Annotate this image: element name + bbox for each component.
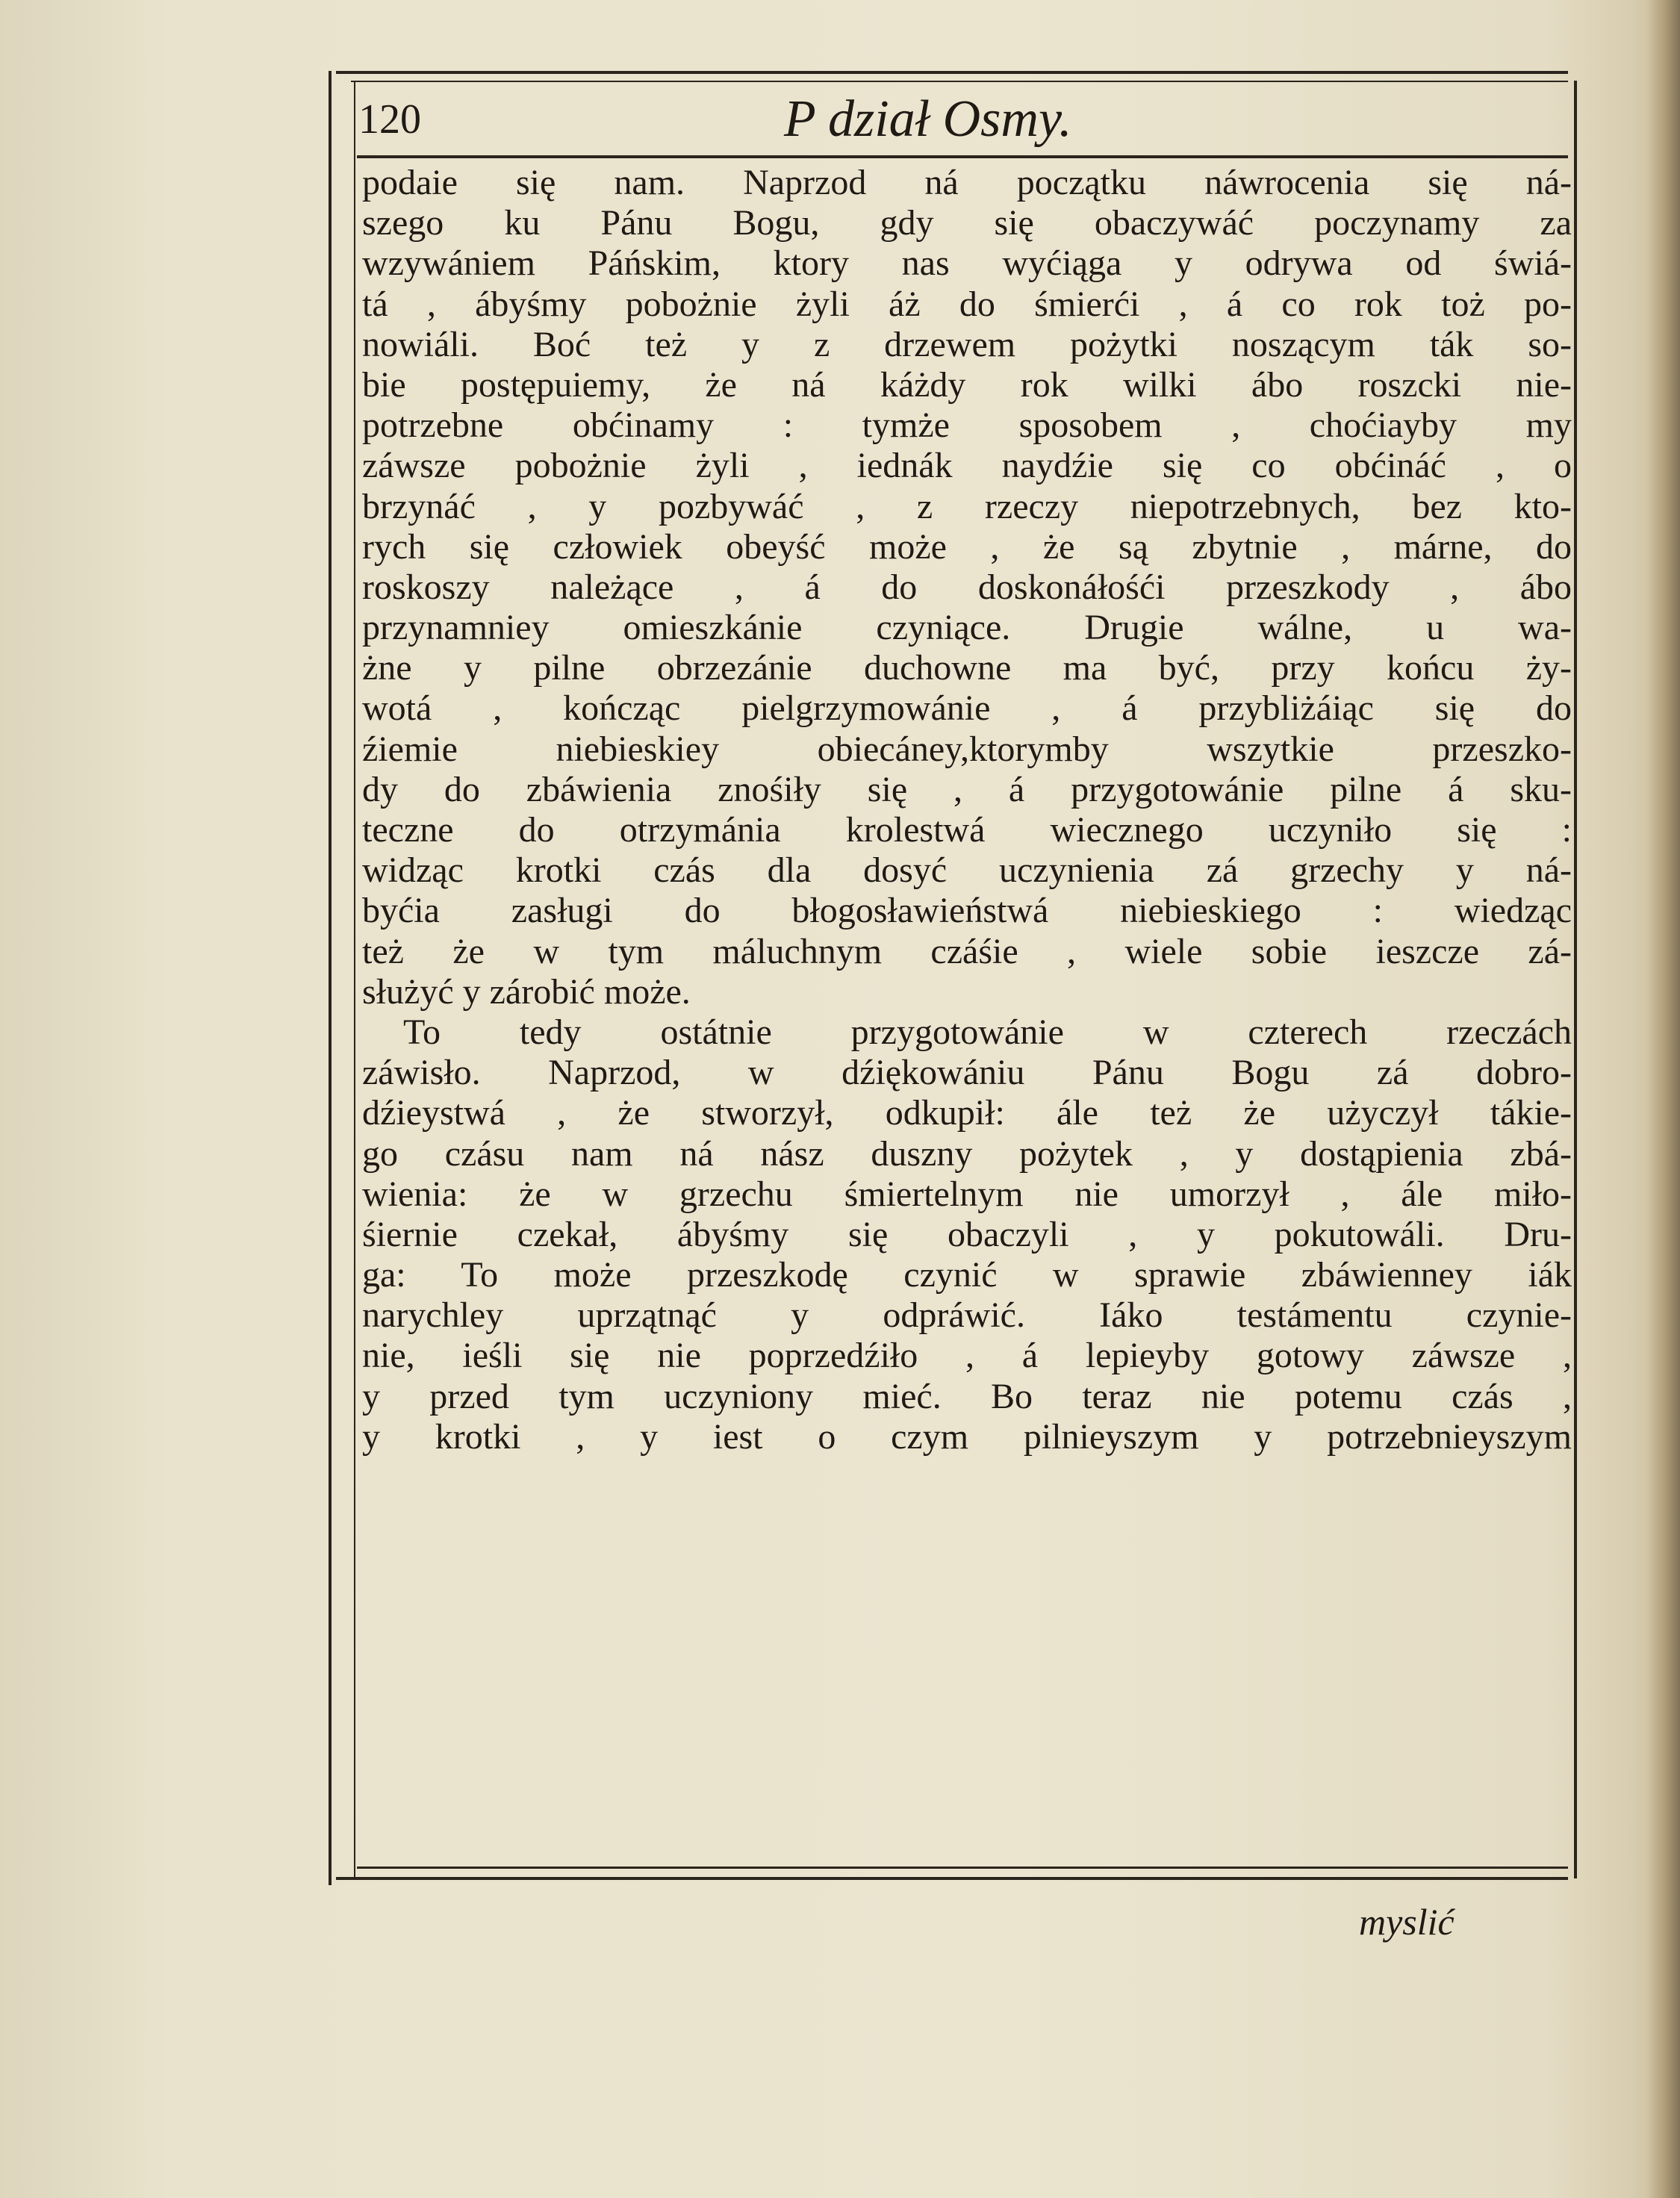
text-line: go czásu nam ná nász duszny pożytek , y dostąpienia zbá- [362, 1133, 1572, 1174]
text-line: szego ku Pánu Bogu, gdy się obaczywáć poczynamy za [362, 203, 1572, 243]
text-line: narychley uprzątnąć y odpráwić. Iáko testámentu czynie- [362, 1295, 1572, 1336]
text-line: też że w tym máluchnym czáśie , wiele sobie ieszcze zá- [362, 931, 1572, 971]
text-line: dy do zbáwienia znośiły się , á przygotowánie pilne á sku- [362, 769, 1572, 809]
left-rule-outer [329, 71, 332, 1885]
text-line: widząc krotki czás dla dosyć uczynienia zá grzechy y ná- [362, 850, 1572, 891]
header-rule [357, 155, 1568, 158]
text-line: podaie się nam. Naprzod ná początku náwrocenia się ná- [362, 163, 1572, 202]
body-text [362, 163, 1572, 1867]
text-line: teczne do otrzymánia krolestwá wiecznego uczyniło się : [362, 810, 1572, 850]
text-line: nie, ieśli się nie poprzedźiło , á lepieyby gotowy záwsze , [362, 1336, 1572, 1376]
text-line: źiemie niebieskiey obiecáney,ktorymby wszytkie przeszko- [362, 729, 1572, 769]
text-line: rych się człowiek obeyść może , że są zbytnie , márne, do [362, 526, 1572, 567]
bottom-rule-outer [336, 1877, 1568, 1880]
page-edge-shadow [1646, 0, 1680, 2198]
right-rule [1574, 81, 1577, 1878]
text-line: To tedy ostátnie przygotowánie w czterech rzeczách [403, 1012, 1572, 1052]
bottom-rule-inner [357, 1867, 1568, 1869]
catchword: myslić [1359, 1901, 1455, 1943]
running-title: P dział Osmy. [784, 90, 1072, 148]
text-line: służyć y zárobić może. [362, 971, 691, 1012]
text-line: dźieystwá , że stworzył, odkupił: ále też że użyczył tákie- [362, 1093, 1572, 1133]
text-line: y przed tym uczyniony mieć. Bo teraz nie potemu czás , [362, 1376, 1572, 1416]
text-line: tá , ábyśmy pobożnie żyli áż do śmierći , á co rok toż po- [362, 284, 1572, 324]
text-line: potrzebne obćinamy : tymże sposobem , choćiayby my [362, 405, 1572, 446]
text-line: záwsze pobożnie żyli , iednák naydźie się co obćináć , o [362, 446, 1572, 486]
text-line: roskoszy należące , á do doskonáłośći przeszkody , ábo [362, 567, 1572, 607]
text-line: brzynáć , y pozbywáć , z rzeczy niepotrzebnych, bez kto- [362, 486, 1572, 526]
text-line: wienia: że w grzechu śmiertelnym nie umorzył , ále miło- [362, 1174, 1572, 1214]
text-line: wotá , kończąc pielgrzymowánie , á przybliżáiąc się do [362, 688, 1572, 729]
text-line: nowiáli. Boć też y z drzewem pożytki noszącym ták so- [362, 324, 1572, 364]
top-rule-outer [336, 71, 1568, 74]
page-number: 120 [358, 96, 421, 143]
text-line: bie postępuiemy, że ná káżdy rok wilki ábo roszcki nie- [362, 364, 1572, 405]
page-header [351, 90, 1546, 149]
text-line: wzywániem Páńskim, ktory nas wyćiąga y odrywa od świá- [362, 243, 1572, 284]
text-line: przynamniey omieszkánie czyniące. Drugie wálne, u wa- [362, 608, 1572, 648]
text-line: śiernie czekał, ábyśmy się obaczyli , y pokutowáli. Dru- [362, 1214, 1572, 1254]
top-rule-inner [351, 81, 1568, 82]
left-rule-inner [354, 82, 355, 1878]
text-line: byćia zasługi do błogosławieństwá niebieskiego : wiedząc [362, 891, 1572, 931]
text-line: y krotki , y iest o czym pilnieyszym y potrzebnieyszym [362, 1416, 1572, 1457]
text-line: ga: To może przeszkodę czynić w sprawie zbáwienney iák [362, 1255, 1572, 1295]
text-line: żne y pilne obrzezánie duchowne ma być, przy końcu ży- [362, 648, 1572, 688]
text-line: záwisło. Naprzod, w dźiękowániu Pánu Bogu zá dobro- [362, 1053, 1572, 1093]
